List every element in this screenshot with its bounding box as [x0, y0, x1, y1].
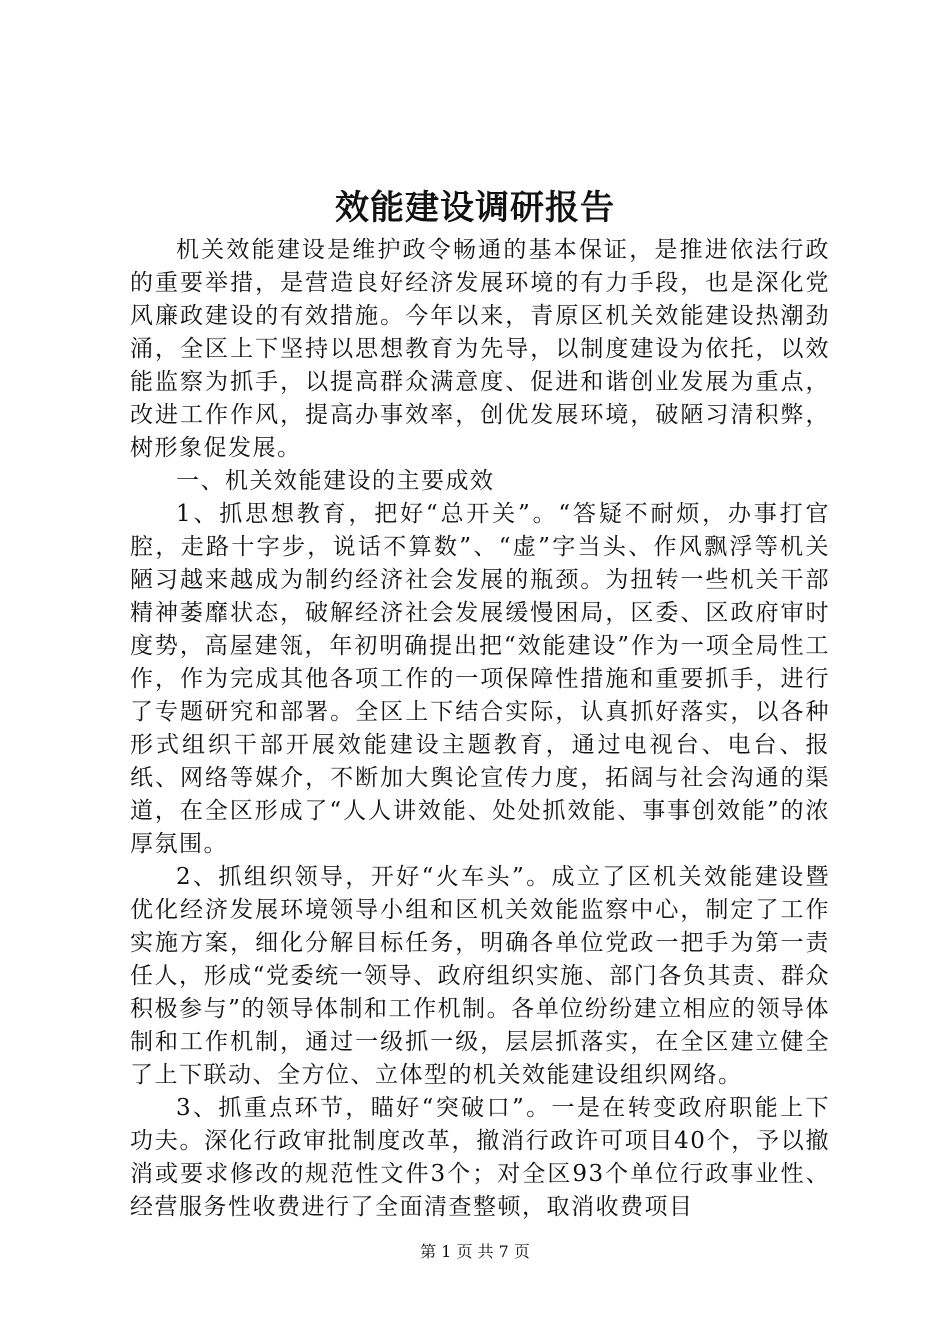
- section-heading-1: 一、机关效能建设的主要成效: [176, 468, 495, 494]
- document-body: [130, 234, 830, 1224]
- page-title: 效能建设调研报告: [335, 188, 615, 228]
- paragraph-item-1: 1、抓思想教育，把好“总开关”。“答疑不耐烦，办事打官腔，走路十字步，说话不算数”、“虚”字当头、作风飘浮等机关陋习越来越成为制约经济社会发展的瓶颈。为扭转一些机关干部精神萎靡状态，破解经济社会发展缓慢困局，区委、区政府审时度势，高屋建瓴，年初明确提出把“效能建设”作为一项全局性工作，作为完成其他各项工作的一项保障性措施和重要抓手，进行了专题研究和部署。全区上下结合实际，认真抓好落实，以各种形式组织干部开展效能建设主题教育，通过电视台、电台、报纸、网络等媒介，不断加大舆论宣传力度，拓阔与社会沟通的渠道，在全区形成了“人人讲效能、处处抓效能、事事创效能”的浓厚氛围。: [130, 501, 830, 857]
- paragraph-item-3: 3、抓重点环节，瞄好“突破口”。一是在转变政府职能上下功夫。深化行政审批制度改革，撤消行政许可项目40个，予以撤消或要求修改的规范性文件3个；对全区93个单位行政事业性、经营服务性收费进行了全面清查整顿，取消收费项目: [130, 1095, 830, 1220]
- paragraph-intro: 机关效能建设是维护政令畅通的基本保证，是推进依法行政的重要举措，是营造良好经济发展环境的有力手段，也是深化党风廉政建设的有效措施。今年以来，青原区机关效能建设热潮劲涌，全区上下坚持以思想教育为先导，以制度建设为依托，以效能监察为抓手，以提高群众满意度、促进和谐创业发展为重点，改进工作作风，提高办事效率，创优发展环境，破陋习清积弊，树形象促发展。: [130, 237, 830, 461]
- paragraph-item-2: 2、抓组织领导，开好“火车头”。成立了区机关效能建设暨优化经济发展环境领导小组和区机关效能监察中心，制定了工作实施方案，细化分解目标任务，明确各单位党政一把手为第一责任人，形成“党委统一领导、政府组织实施、部门各负其责、群众积极参与”的领导体制和工作机制。各单位纷纷建立相应的领导体制和工作机制，通过一级抓一级，层层抓落实，在全区建立健全了上下联动、全方位、立体型的机关效能建设组织网络。: [130, 864, 830, 1088]
- page-number-footer: 第 1 页 共 7 页: [420, 1242, 530, 1261]
